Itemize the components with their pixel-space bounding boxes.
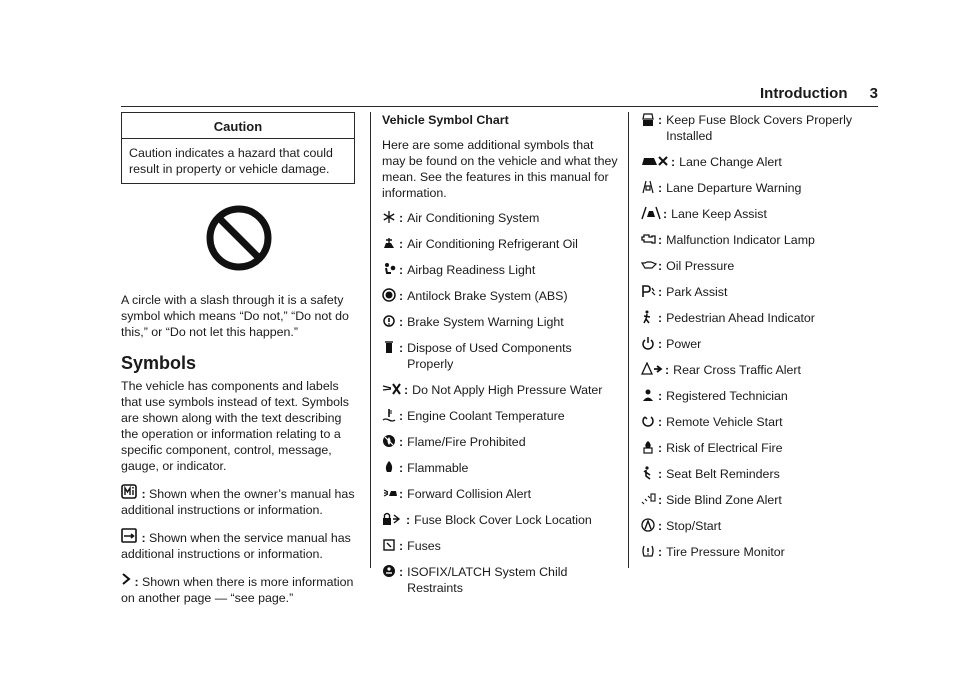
symbol-entry: : Lane Departure Warning [641,180,879,196]
wrench-book-icon [121,528,138,544]
no-high-pressure-water-icon [382,382,404,398]
column-divider-1 [370,112,371,568]
stop-start-icon [641,518,658,534]
symbol-entry: : Tire Pressure Monitor [641,544,879,560]
lane-change-icon [641,154,671,170]
symbol-entry: : Flame/Fire Prohibited [382,434,618,450]
service-symbol-entry: : Shown when the service manual has additional instructions or information. [121,528,355,562]
symbol-entry: : Dispose of Used Components Properly [382,340,618,372]
symbol-entry: : Power [641,336,879,352]
isofix-icon [382,564,399,580]
forward-collision-icon [382,486,399,502]
symbol-entry: : Remote Vehicle Start [641,414,879,430]
circle-slash-text: A circle with a slash through it is a safety symbol which means “Do not,” “Do not do this,” or “Do not let this happen.” [121,293,349,339]
symbol-entry: : Oil Pressure [641,258,879,274]
symbol-entry: : Side Blind Zone Alert [641,492,879,508]
circle-slash-icon [205,204,273,272]
book-icon [121,484,138,500]
abs-icon [382,288,399,304]
lane-keep-icon [641,206,663,222]
pedestrian-icon [641,310,658,326]
symbol-entry: : Malfunction Indicator Lamp [641,232,879,248]
symbol-entry: : Flammable [382,460,618,476]
page-header [760,85,878,102]
lane-departure-icon [641,180,658,196]
symbol-entry: : Keep Fuse Block Covers Properly Installed [641,112,879,144]
airbag-icon [382,262,399,278]
symbol-entry: : Pedestrian Ahead Indicator [641,310,879,326]
symbol-entry: : Risk of Electrical Fire [641,440,879,456]
symbol-entry: : Seat Belt Reminders [641,466,879,482]
seat-belt-icon [641,466,658,482]
dispose-components-icon [382,340,399,356]
symbol-entry: : Registered Technician [641,388,879,404]
caution-box [121,112,355,184]
oil-can-icon [641,258,658,274]
brake-warning-icon [382,314,399,330]
symbol-entry: : Forward Collision Alert [382,486,618,502]
header-rule [121,106,878,107]
symbol-entry: : Engine Coolant Temperature [382,408,618,424]
flame-icon [382,460,399,476]
chart-title: Vehicle Symbol Chart [382,113,509,127]
fuse-block-lock-icon [382,512,406,528]
column-1 [121,112,355,606]
column-divider-2 [628,112,629,568]
symbol-entry: : Lane Keep Assist [641,206,879,222]
rear-cross-traffic-icon [641,362,665,378]
symbols-intro: The vehicle has components and labels that use symbols instead of text. Symbols are shown along with the text describing the operation or information relating to a specific component, control, message, gauge, or indicator. [121,379,349,473]
symbol-entry: : Lane Change Alert [641,154,879,170]
symbol-entry: : Park Assist [641,284,879,300]
tire-pressure-icon [641,544,658,560]
symbol-entry: : Air Conditioning Refrigerant Oil [382,236,618,252]
coolant-temperature-icon [382,408,399,424]
electrical-fire-icon [641,440,658,456]
park-assist-icon [641,284,658,300]
manual-symbol-text: Shown when the owner’s manual has additional instructions or information. [121,487,355,517]
symbol-entry: : Stop/Start [641,518,879,534]
symbol-entry: : ISOFIX/LATCH System Child Restraints [382,564,618,596]
caution-title: Caution [122,113,354,139]
symbol-entry: : Air Conditioning System [382,210,618,226]
symbol-entry: : Antilock Brake System (ABS) [382,288,618,304]
snowflake-icon [382,210,399,226]
service-symbol-text: Shown when the service manual has additional instructions or information. [121,531,351,561]
fuse-cover-icon [641,112,658,128]
symbol-entry: : Fuses [382,538,618,554]
side-blind-zone-icon [641,492,658,508]
symbol-entry: : Rear Cross Traffic Alert [641,362,879,378]
no-flame-icon [382,434,399,450]
remote-start-icon [641,414,658,430]
column-2 [382,112,618,596]
symbols-heading: Symbols [121,353,197,373]
caution-body: Caution indicates a hazard that could result in property or vehicle damage. [129,146,333,176]
symbol-entry: : Fuse Block Cover Lock Location [382,512,618,528]
technician-icon [641,388,658,404]
symbol-entry: : Airbag Readiness Light [382,262,618,278]
page-number: 3 [869,85,878,102]
more-info-text: Shown when there is more information on another page — “see page.” [121,575,354,605]
ac-refrigerant-icon [382,236,399,252]
engine-icon [641,232,658,248]
symbol-entry: : Brake System Warning Light [382,314,618,330]
power-icon [641,336,658,352]
column-3 [641,112,879,560]
manual-symbol-entry: : Shown when the owner’s manual has additional instructions or information. [121,484,355,518]
fuse-icon [382,538,399,554]
section-title: Introduction [760,85,848,102]
see-page-icon [121,572,131,588]
symbol-entry: : Do Not Apply High Pressure Water [382,382,618,398]
chart-intro: Here are some additional symbols that may be found on the vehicle and what they mean. See the features in this manual for information. [382,138,618,200]
more-info-entry: : Shown when there is more information on another page — “see page.” [121,572,355,606]
